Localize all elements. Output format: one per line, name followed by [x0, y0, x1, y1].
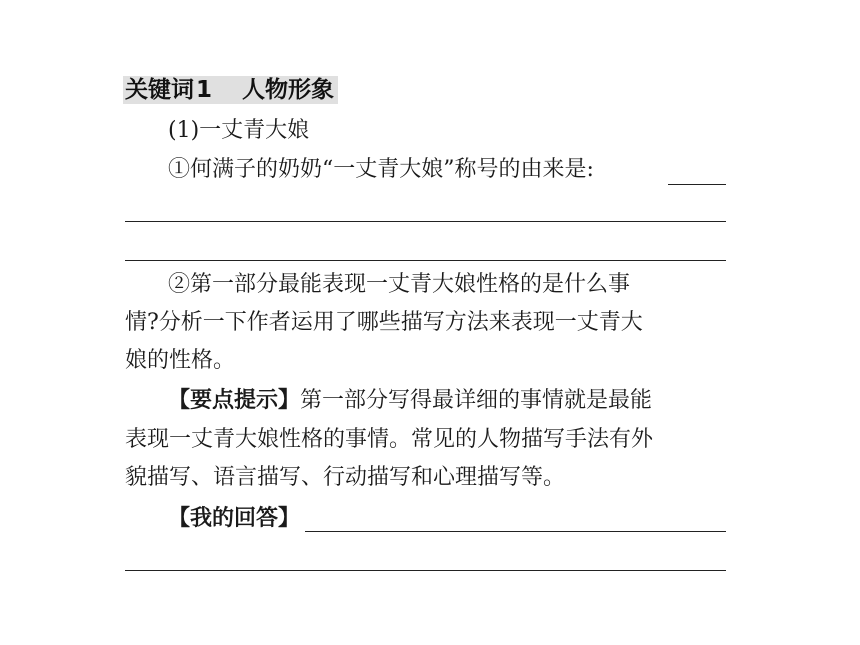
question-2-line-1: ②第一部分最能表现一丈青大娘性格的是什么事 [168, 272, 631, 297]
tip-line-1 [168, 386, 652, 416]
answer-line-2b[interactable] [125, 570, 726, 571]
keyword-heading [123, 76, 338, 104]
keyword-label: 关键词 [125, 77, 194, 103]
subsection-title: (1)一丈青大娘 [168, 118, 310, 143]
answer-label [168, 504, 300, 534]
my-answer-label: 【我的回答】 [168, 506, 301, 531]
keyword-number: 1 [196, 77, 213, 103]
answer-line-1b[interactable] [125, 260, 726, 261]
question-2-line-3: 娘的性格。 [125, 348, 236, 373]
keyword-title: 人物形象 [242, 77, 335, 103]
answer-blank-1[interactable] [668, 184, 726, 185]
question-2-line-2: 情?分析一下作者运用了哪些描写方法来表现一丈青大 [125, 310, 643, 335]
question-1-prompt: ①何满子的奶奶“一丈青大娘”称号的由来是: [168, 157, 594, 182]
tip-line-3: 貌描写、语言描写、行动描写和心理描写等。 [125, 465, 566, 490]
answer-line-1a[interactable] [125, 221, 726, 222]
tip-label: 【要点提示】 [168, 388, 301, 413]
tip-text-1: 第一部分写得最详细的事情就是最能 [300, 388, 653, 413]
answer-line-2a[interactable] [305, 531, 726, 532]
tip-line-2: 表现一丈青大娘性格的事情。常见的人物描写手法有外 [125, 427, 654, 452]
